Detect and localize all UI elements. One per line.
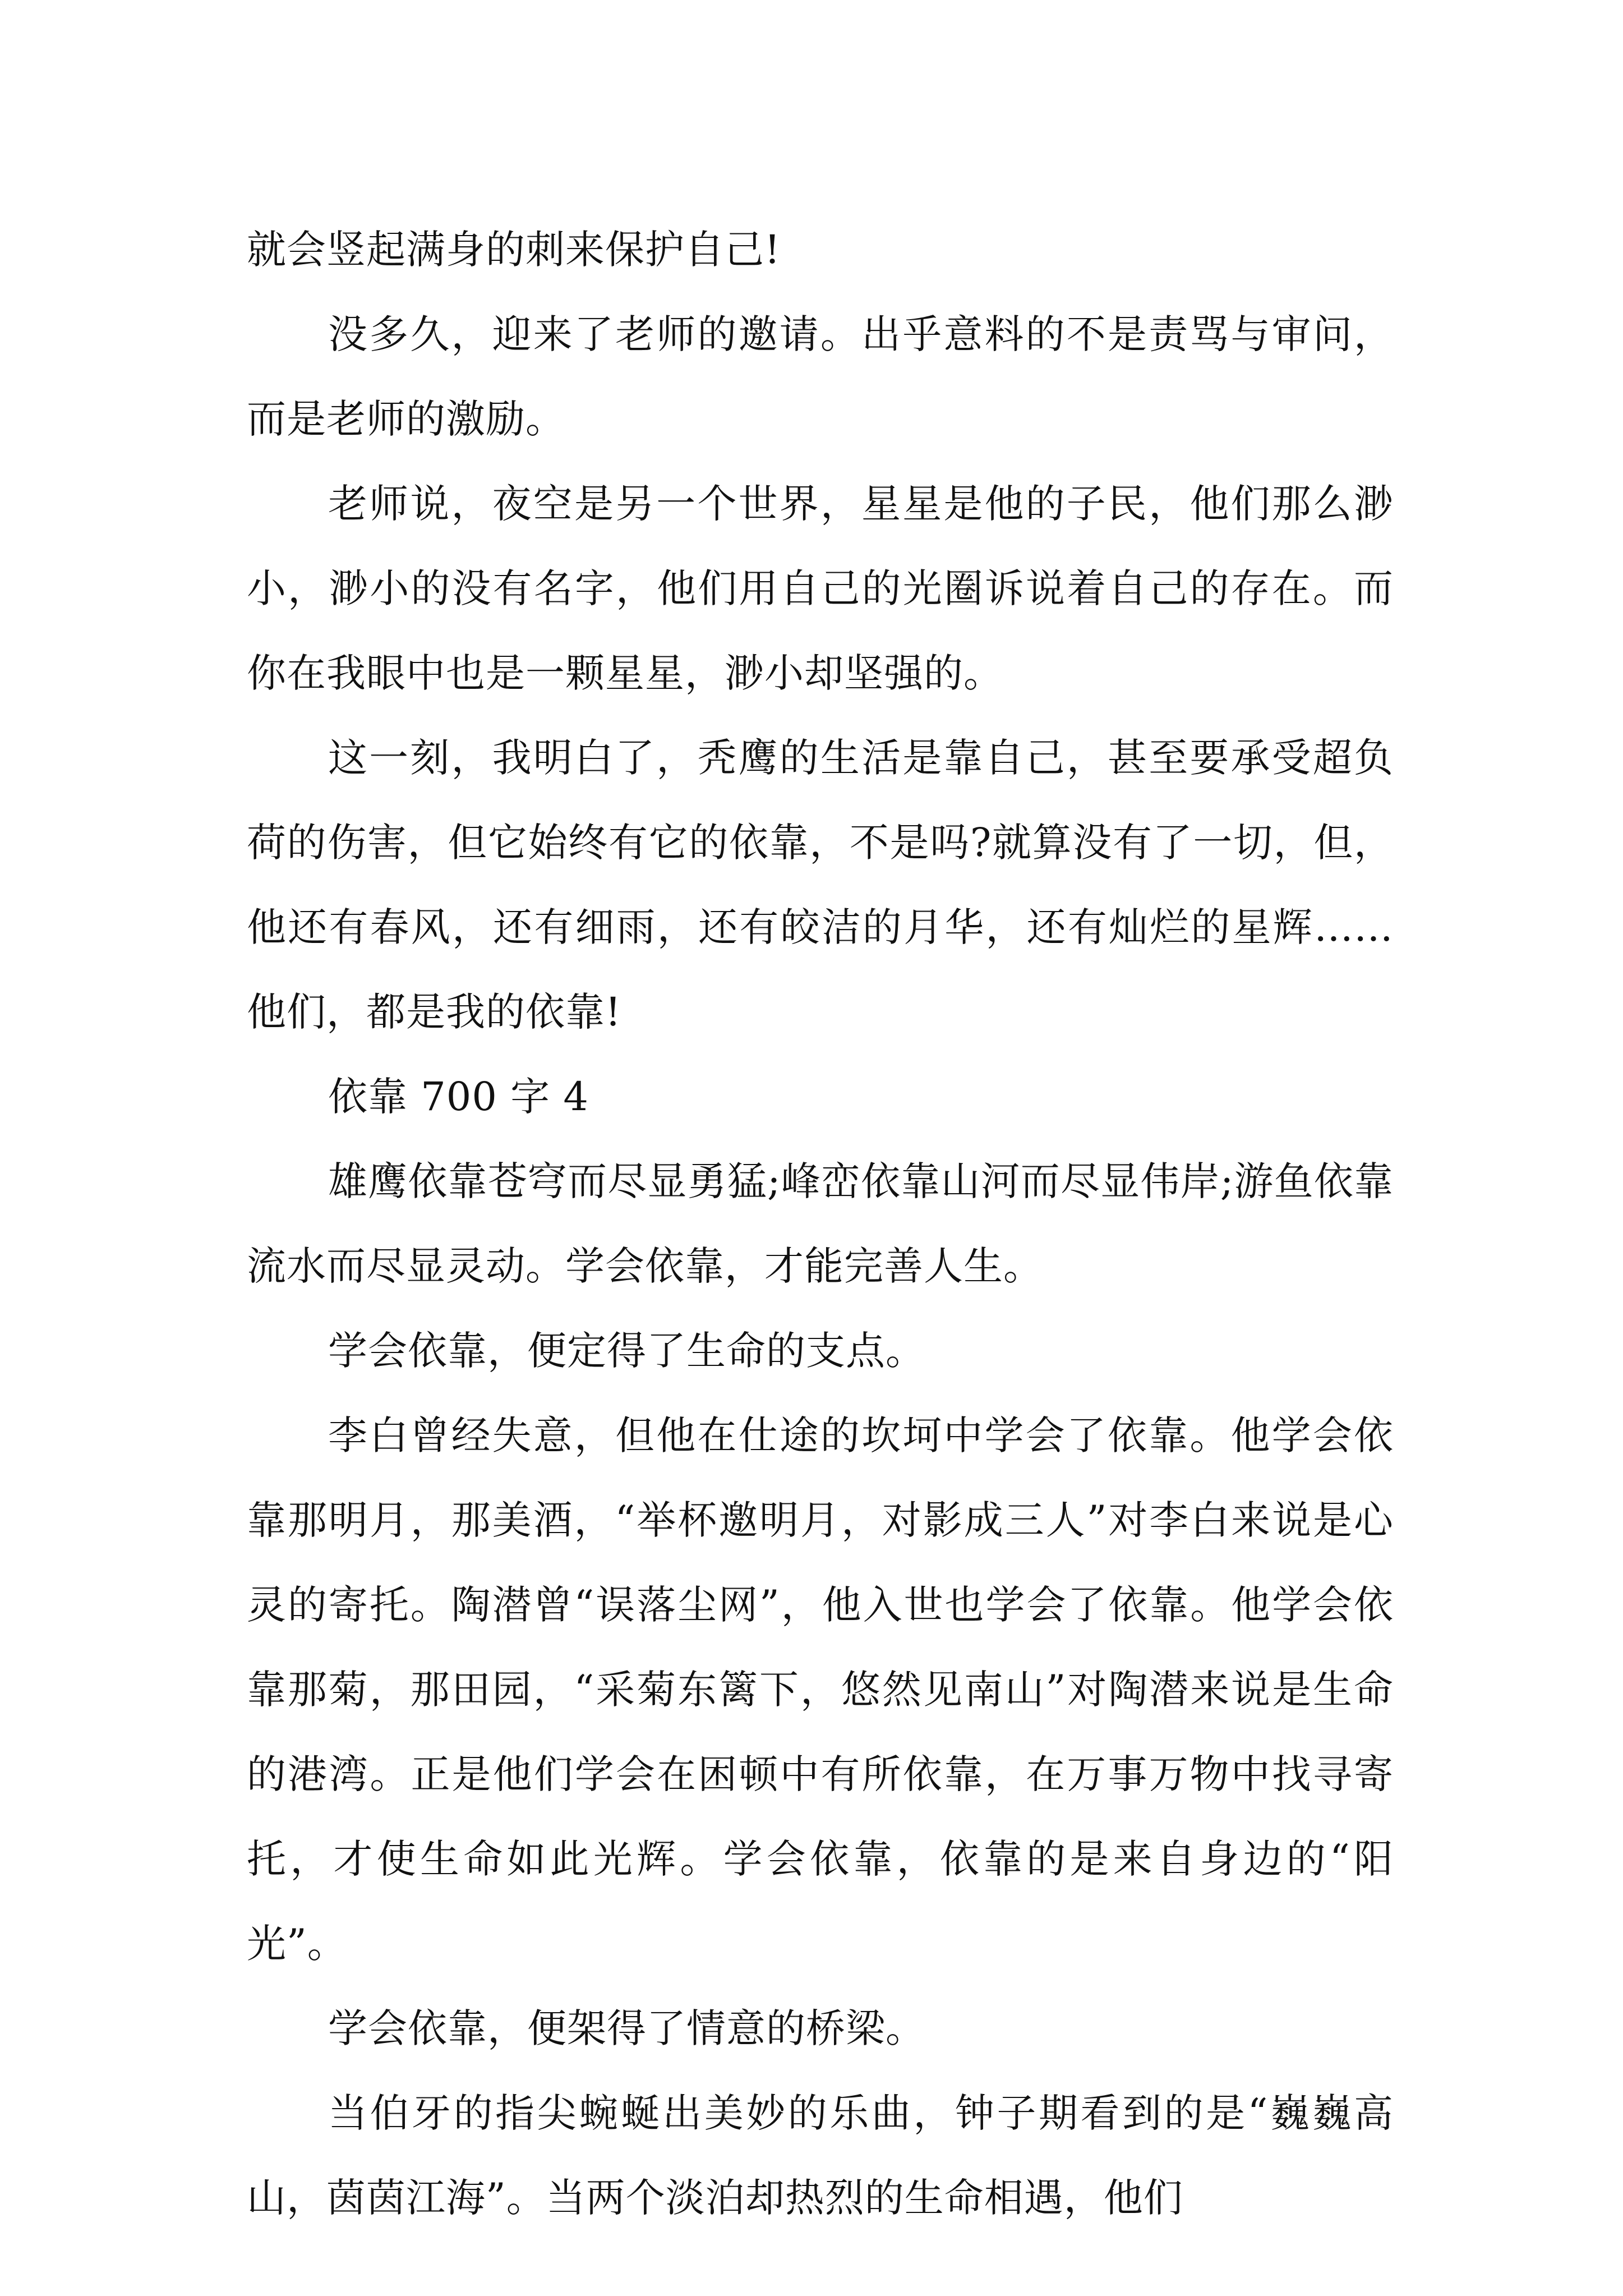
paragraph: 学会依靠，便定得了生命的支点。 (328, 1328, 925, 1374)
document-body (247, 208, 1394, 2240)
paragraph: 学会依靠，便架得了情意的桥梁。 (328, 2005, 925, 2051)
paragraph: 这一刻，我明白了，秃鹰的生活是靠自己，甚至要承受超负荷的伤害，但它始终有它的依靠，不是吗?就算没有了一切，但，他还有春风，还有细雨，还有皎洁的月华，还有灿烂的星辉……他们，都是我的依靠! (247, 735, 1394, 1035)
paragraph: 没多久，迎来了老师的邀请。出乎意料的不是责骂与审问，而是老师的激励。 (247, 311, 1394, 442)
paragraph: 当伯牙的指尖蜿蜒出美妙的乐曲，钟子期看到的是“巍巍高山，茵茵江海”。当两个淡泊却热烈的生命相遇，他们 (247, 2090, 1394, 2221)
paragraph-continuation: 就会竖起满身的刺来保护自己! (247, 227, 781, 273)
paragraph: 李白曾经失意，但他在仕途的坎坷中学会了依靠。他学会依靠那明月，那美酒，“举杯邀明月，对影成三人”对李白来说是心灵的寄托。陶潜曾“误落尘网”，他入世也学会了依靠。他学会依靠那菊，那田园，“采菊东篱下，悠然见南山”对陶潜来说是生命的港湾。正是他们学会在困顿中有所依靠，在万事万物中找寻寄托，才使生命如此光辉。学会依靠，依靠的是来自身边的“阳光”。 (247, 1412, 1394, 1967)
paragraph: 老师说，夜空是另一个世界，星星是他的子民，他们那么渺小，渺小的没有名字，他们用自己的光圈诉说着自己的存在。而你在我眼中也是一颗星星，渺小却坚强的。 (247, 481, 1394, 696)
paragraph: 雄鹰依靠苍穹而尽显勇猛;峰峦依靠山河而尽显伟岸;游鱼依靠流水而尽显灵动。学会依靠，才能完善人生。 (247, 1158, 1394, 1289)
section-heading: 依靠 700 字 4 (328, 1074, 589, 1120)
